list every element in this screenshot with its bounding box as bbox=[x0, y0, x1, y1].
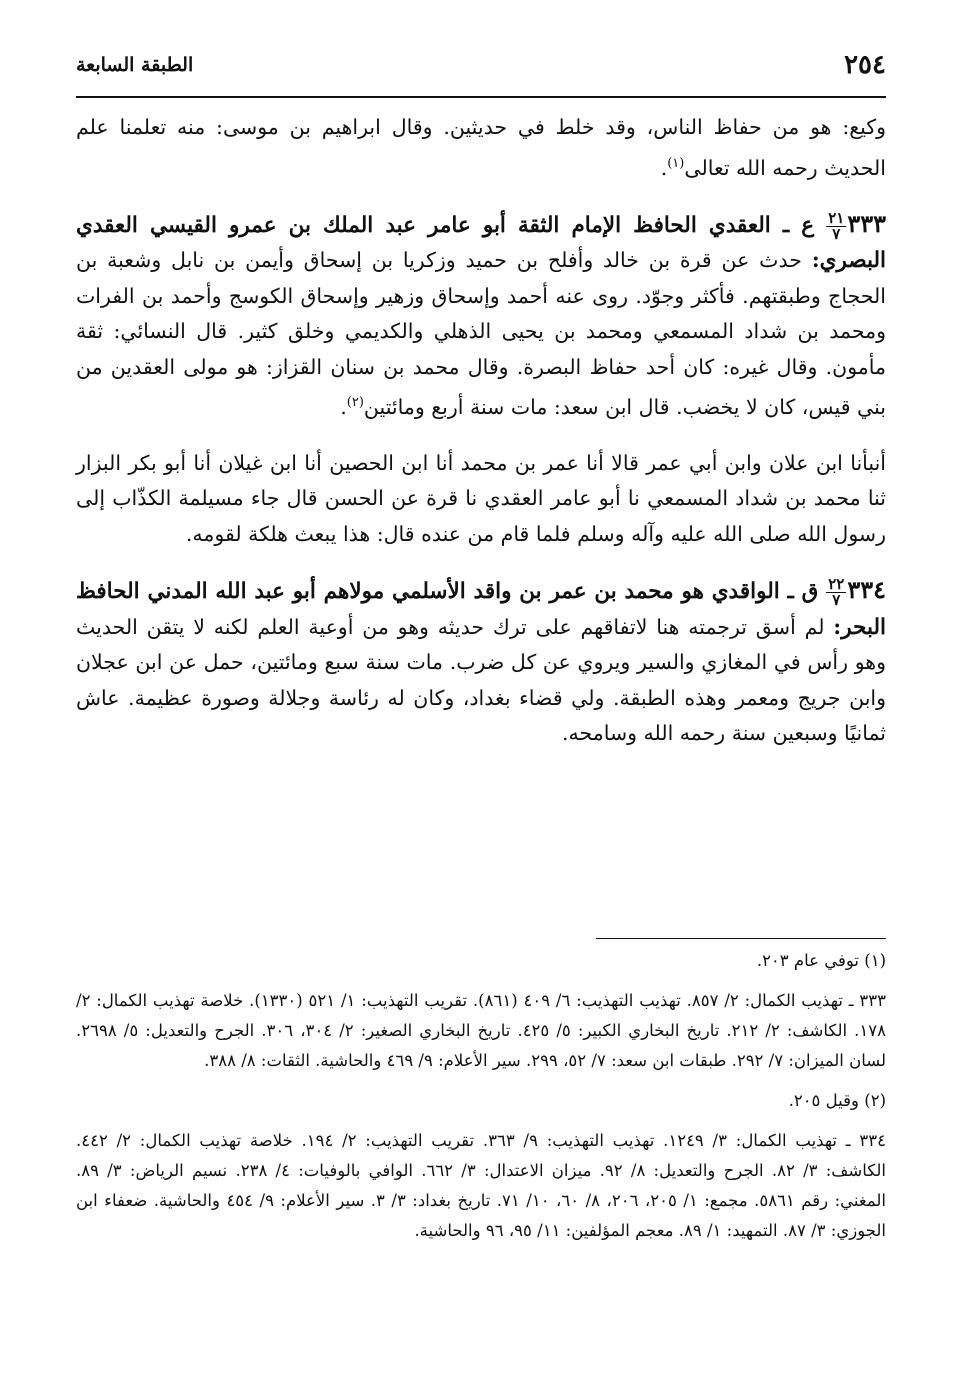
fraction-top: ٢١ bbox=[828, 208, 845, 227]
page-number: ٢٥٤ bbox=[844, 50, 886, 80]
entry-333 bbox=[76, 206, 886, 426]
footnote-marker: (١) bbox=[667, 155, 685, 171]
footnote-rule bbox=[596, 938, 886, 939]
footnote-2: (٢) وقيل ٢٠٥. bbox=[788, 1091, 886, 1110]
footnotes bbox=[76, 946, 886, 1256]
fraction-bottom: ٧ bbox=[832, 591, 841, 610]
paragraph-continuation bbox=[76, 110, 886, 186]
paragraph-text: وكيع: هو من حفاظ الناس، وقد خلط في حديثين. وقال ابراهيم بن موسى: منه تعلمنا علم الحديث رحمه الله تعالى bbox=[76, 115, 886, 180]
entry-number: ٣٣٤ bbox=[847, 575, 886, 605]
isnad-paragraph: أنبأنا ابن علان وابن أبي عمر قالا أنا عمر بن محمد أنا ابن الحصين أنا ابن غيلان أنا أبو بكر البزار ثنا محمد بن شداد المسمعي نا أبو عامر العقدي نا قرة عن الحسن قال جاء مسيلمة الكذّاب إلى رسول الله صلى الله عليه وآله وسلم فلما قام من عنده قال: هذا يبعث هلكة لقومه. bbox=[76, 450, 886, 546]
entry-text: لم أسق ترجمته هنا لاتفاقهم على ترك حديثه وهو من أوعية العلم لكنه لا يتقن الحديث وهو رأس في المغازي والسير ويروي عن كل ضرب. مات سنة سبع ومائتين، حمل عن ابن عجلان وابن جريج ومعمر وهذه الطبقة. ولي قضاء بغداد، وكان له رئاسة وجلالة وصورة عظيمة. عاش ثمانيًا وسبعين سنة رحمه الله وسامحه. bbox=[76, 614, 886, 746]
entry-end: . bbox=[340, 395, 347, 420]
references-333: ٣٣٣ ـ تهذيب الكمال: ٢/ ٨٥٧. تهذيب التهذيب: ٦/ ٤٠٩ (٨٦١). تقريب التهذيب: ١/ ٥٢١ (١٣٣٠). خلاصة تهذيب الكمال: ٢/ ١٧٨. الكاشف: ٢/ ٢١٢. تاريخ البخاري الكبير: ٥/ ٤٢٥. تاريخ البخاري الصغير: ٢/ ٣٠٤، ٣٠٦. الجرح والتعديل: ٥/ ٢٦٩٨. لسان الميزان: ٧/ ٢٩٢. طبقات ابن سعد: ٧/ ٥٢، ٢٩٩. سير الأعلام: ٩/ ٤٦٩ والحاشية. الثقات: ٨/ ٣٨٨. bbox=[76, 991, 886, 1070]
entry-fraction bbox=[826, 577, 846, 608]
references-334: ٣٣٤ ـ تهذيب الكمال: ٣/ ١٢٤٩. تهذيب التهذيب: ٩/ ٣٦٣. تقريب التهذيب: ٢/ ١٩٤. خلاصة تهذيب الكمال: ٢/ ٤٤٢. الكاشف: ٣/ ٨٢. الجرح والتعديل: ٨/ ٩٢. ميزان الاعتدال: ٣/ ٦٦٢. الوافي بالوفيات: ٤/ ٢٣٨. نسيم الرياض: ٣/ ٨٩. المغني: رقم ٥٨٦١. مجمع: ١/ ٢٠٥، ٢٠٦، ٨/ ٦٠، ١٠/ ٧١. تاريخ بغداد: ٣/ ٣. سير الأعلام: ٩/ ٤٥٤ والحاشية. ضعفاء ابن الجوزي: ٣/ ٨٧. التمهيد: ١/ ٨٩. معجم المؤلفين: ١١/ ٩٥، ٩٦ والحاشية. bbox=[76, 1131, 886, 1240]
paragraph-end: . bbox=[660, 155, 668, 180]
fraction-top: ٢٢ bbox=[828, 575, 845, 594]
running-header bbox=[76, 48, 886, 88]
entry-text: حدث عن قرة بن خالد وأفلح بن حميد وزكريا بن إسحاق وأيمن بن نابل وشعبة بن الحجاج وطبقتهم. فأكثر وجوّد. روى عنه أحمد وإسحاق وزهير وإسحاق الكوسج وأحمد بن الفرات ومحمد بن شداد المسمعي ومحمد بن يحيى الذهلي والكديمي وخلق كثير. قال النسائي: ثقة مأمون. وقال غيره: كان أحد حفاظ البصرة. وقال محمد بن سنان القزاز: هو مولى العقدين من بني قيس، كان لا يخضب. قال ابن سعد: مات سنة أربع ومائتين bbox=[76, 248, 886, 420]
header-rule bbox=[76, 96, 886, 98]
footnote-1: (١) توفي عام ٢٠٣. bbox=[756, 951, 886, 970]
entry-number: ٣٣٣ bbox=[847, 208, 886, 238]
entry-title: ع ـ العقدي الحافظ الإمام الثقة أبو عامر عبد الملك بن عمرو القيسي العقدي البصري: bbox=[76, 212, 886, 274]
fraction-bottom: ٧ bbox=[832, 224, 841, 243]
main-text bbox=[76, 110, 886, 772]
entry-334 bbox=[76, 572, 886, 752]
entry-fraction bbox=[826, 208, 846, 243]
entry-title: ق ـ الواقدي هو محمد بن عمر بن واقد الأسلمي مولاهم أبو عبد الله المدني الحافظ البحر: bbox=[76, 579, 886, 640]
footnote-marker: (٢) bbox=[346, 395, 364, 411]
section-title: الطبقة السابعة bbox=[76, 54, 194, 76]
